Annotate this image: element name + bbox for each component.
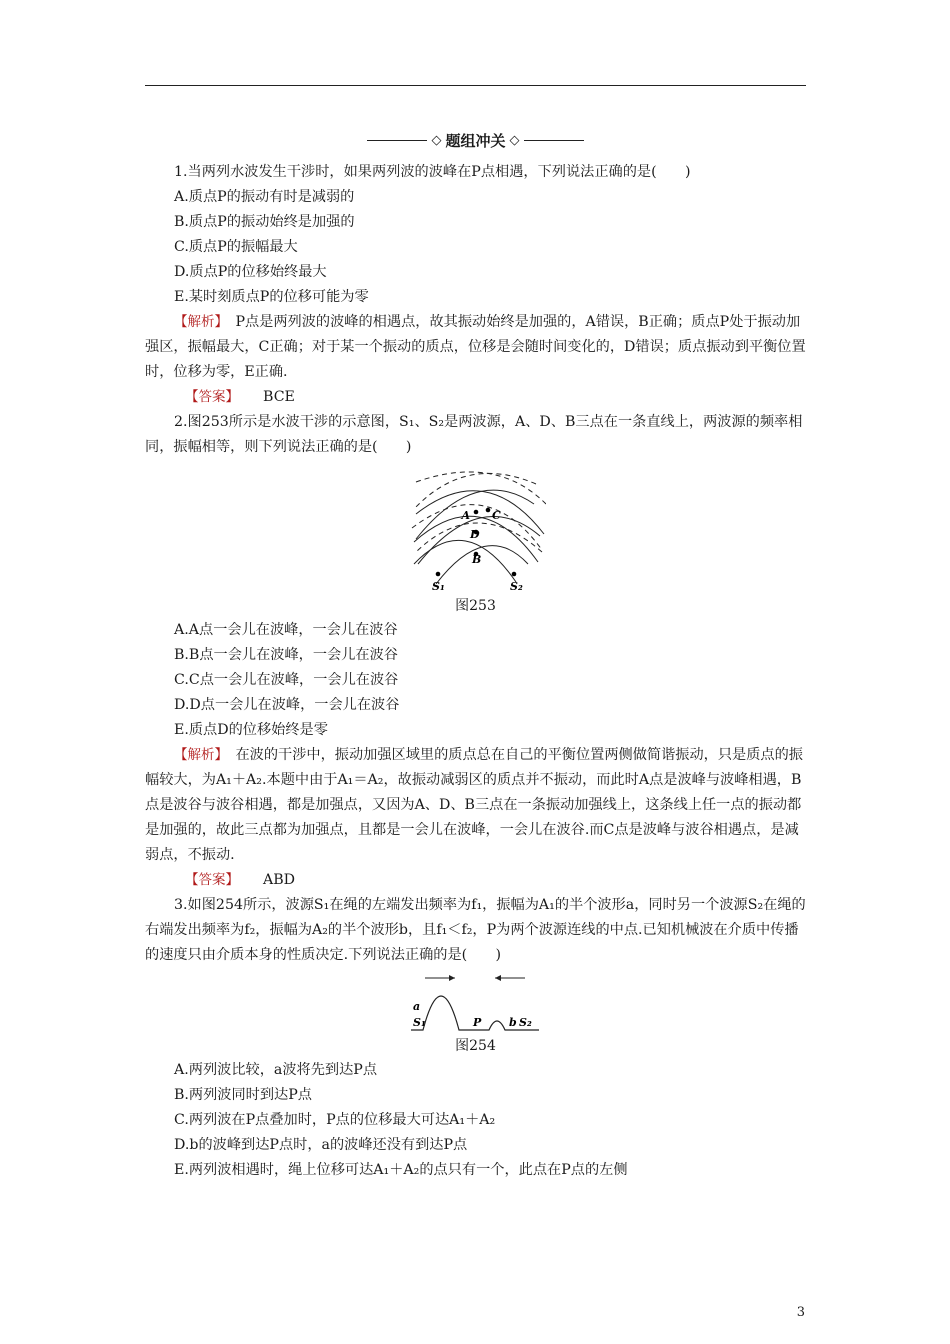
header-line-right bbox=[524, 140, 584, 141]
q2-option-d: D.D点一会儿在波峰，一会儿在波谷 bbox=[174, 697, 400, 713]
q1-option-b: B.质点P的振动始终是加强的 bbox=[174, 214, 355, 230]
source-s2-dot bbox=[511, 572, 516, 577]
source-s1-dot bbox=[435, 572, 440, 577]
arrow-left-head bbox=[495, 975, 501, 981]
q3-option-d: D.b的波峰到达P点时，a的波峰还没有到达P点 bbox=[174, 1137, 468, 1153]
label-d: D bbox=[469, 528, 480, 541]
diamond-icon: ◇ bbox=[431, 132, 442, 148]
label-s1: S₁ bbox=[431, 580, 445, 593]
q1-answer-label: 【答案】 bbox=[185, 389, 239, 405]
label-b: b bbox=[508, 1016, 517, 1029]
rope-wave-diagram bbox=[411, 972, 541, 1034]
label-s1: S₁ bbox=[412, 1016, 426, 1029]
q3-option-b: B.两列波同时到达P点 bbox=[174, 1087, 312, 1103]
figure-254-caption: 图254 bbox=[455, 1038, 496, 1054]
q1-stem: 1.当两列水波发生干涉时，如果两列波的波峰在P点相遇，下列说法正确的是( ) bbox=[174, 164, 691, 180]
section-header bbox=[145, 128, 806, 152]
q1-answer bbox=[145, 385, 806, 410]
q3-option-e: E.两列波相遇时，绳上位移可达A₁＋A₂的点只有一个，此点在P点的左侧 bbox=[174, 1162, 628, 1178]
wave-interference-diagram bbox=[406, 464, 546, 594]
q2-stem: 2.图253所示是水波干涉的示意图，S₁、S₂是两波源，A、D、B三点在一条直线上，两波源的频率相同，振幅相等，则下列说法正确的是( ) bbox=[145, 414, 803, 455]
header-line-left bbox=[367, 140, 427, 141]
q1-analysis-label: 【解析】 bbox=[174, 314, 222, 330]
label-s2: S₂ bbox=[518, 1016, 532, 1029]
diamond-icon: ◇ bbox=[509, 132, 520, 148]
q2-analysis-text: 在波的干涉中，振动加强区域里的质点总在自己的平衡位置两侧做简谐振动，只是质点的振幅较大，为A₁＋A₂.本题中由于A₁＝A₂，故振动减弱区的质点并不振动，而此时A点是波峰与波峰相遇，B点是波谷与波谷相遇，都是加强点，又因为A、D、B三点在一条振动加强线上，这条线上任一点的振动都是加强的，故此三点都为加强点，且都是一会儿在波峰，一会儿在波谷.而C点是波峰与波谷相遇点，是减弱点，不振动. bbox=[145, 747, 803, 863]
top-rule bbox=[145, 85, 806, 86]
arrow-right-head bbox=[449, 975, 455, 981]
q1-option-c: C.质点P的振幅最大 bbox=[174, 239, 298, 255]
q2-analysis bbox=[145, 743, 806, 868]
label-p: P bbox=[472, 1016, 481, 1029]
wavefront-s2-solid bbox=[436, 546, 528, 584]
label-a: A bbox=[460, 509, 470, 522]
q2-answer-value: ABD bbox=[263, 872, 296, 888]
q3-stem: 3.如图254所示，波源S₁在绳的左端发出频率为f₁，振幅为A₁的半个波形a，同时另一个波源S₂在绳的右端发出频率为f₂，振幅为A₂的半个波形b，且f₁＜f₂，P为两个波源连线的中点.已知机械波在介质中传播的速度只由介质本身的性质决定.下列说法正确的是( ) bbox=[145, 897, 806, 963]
q2-answer-label: 【答案】 bbox=[185, 872, 239, 888]
wavefront-s1-solid bbox=[416, 491, 544, 534]
q2-option-e: E.质点D的位移始终是零 bbox=[174, 722, 328, 738]
page-number: 3 bbox=[796, 1305, 805, 1320]
point-c-dot bbox=[485, 508, 490, 513]
q2-answer bbox=[145, 868, 806, 893]
point-a-dot bbox=[473, 510, 478, 515]
figure-253 bbox=[145, 464, 806, 594]
section-title: 题组冲关 bbox=[445, 131, 506, 150]
figure-253-caption: 图253 bbox=[455, 598, 496, 614]
q1-option-e: E.某时刻质点P的位移可能为零 bbox=[174, 289, 369, 305]
q3-option-c: C.两列波在P点叠加时，P点的位移最大可达A₁＋A₂ bbox=[174, 1112, 496, 1128]
q2-option-a: A.A点一会儿在波峰，一会儿在波谷 bbox=[174, 622, 398, 638]
q1-analysis bbox=[145, 310, 806, 385]
label-a: a bbox=[412, 1000, 420, 1013]
q1-option-d: D.质点P的位移始终最大 bbox=[174, 264, 327, 280]
label-c: C bbox=[491, 509, 501, 522]
label-b: B bbox=[471, 553, 481, 566]
q2-option-b: B.B点一会儿在波峰，一会儿在波谷 bbox=[174, 647, 398, 663]
q1-answer-value: BCE bbox=[263, 389, 295, 405]
label-s2: S₂ bbox=[509, 580, 523, 593]
q2-analysis-label: 【解析】 bbox=[174, 747, 222, 763]
figure-254 bbox=[145, 972, 806, 1034]
content bbox=[145, 160, 806, 1183]
q3-option-a: A.两列波比较，a波将先到达P点 bbox=[174, 1062, 378, 1078]
q1-option-a: A.质点P的振动有时是减弱的 bbox=[174, 189, 355, 205]
q1-analysis-text: P点是两列波的波峰的相遇点，故其振动始终是加强的，A错误，B正确；质点P处于振动加强区，振幅最大，C正确；对于某一个振动的质点，位移是会随时间变化的，D错误；质点振动到平衡位置时，位移为零，E正确. bbox=[145, 314, 806, 380]
q2-option-c: C.C点一会儿在波峰，一会儿在波谷 bbox=[174, 672, 399, 688]
